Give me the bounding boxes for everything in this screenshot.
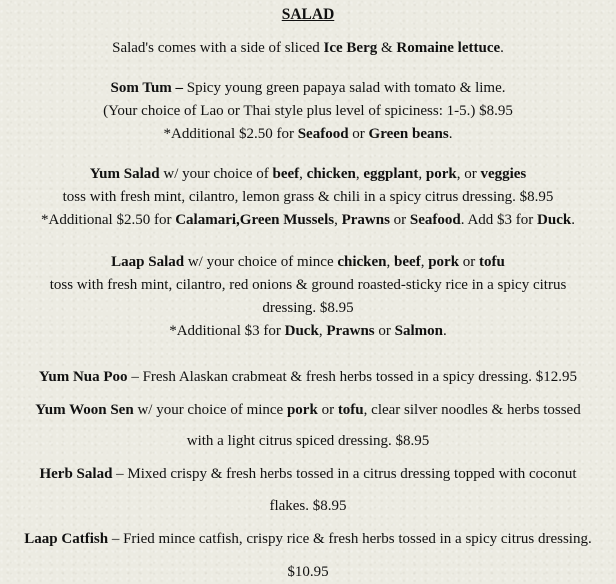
yum-nua-poo-line bbox=[0, 368, 616, 386]
intro-romaine: Romaine lettuce bbox=[396, 40, 501, 56]
yum-salad-sep: , bbox=[299, 166, 307, 182]
som-tum-name: Som Tum – bbox=[110, 80, 184, 96]
som-tum-add-green-beans: Green beans bbox=[368, 126, 449, 142]
yum-salad-line1 bbox=[0, 165, 616, 183]
herb-salad-name: Herb Salad bbox=[39, 466, 113, 482]
yum-salad-add-sep: or bbox=[389, 212, 410, 228]
herb-salad-desc: – Mixed crispy & fresh herbs tossed in a citrus dressing topped with coconut bbox=[112, 466, 577, 482]
laap-salad-add-duck: Duck bbox=[284, 323, 319, 339]
som-tum-desc: Spicy young green papaya salad with tomato & lime. bbox=[183, 80, 506, 96]
yum-salad-additional bbox=[0, 211, 616, 229]
yum-salad-opt-beef: beef bbox=[272, 166, 300, 182]
laap-salad-add-text: *Additional $3 for bbox=[169, 323, 285, 339]
laap-salad-sep: or bbox=[459, 254, 480, 270]
laap-salad-line2: toss with fresh mint, cilantro, red onions & ground roasted-sticky rice in a spicy citrus bbox=[49, 277, 567, 293]
yum-woon-sen-opt-tofu: tofu bbox=[337, 402, 364, 418]
som-tum-additional bbox=[0, 125, 616, 143]
intro-text: Salad's comes with a side of sliced bbox=[112, 40, 324, 56]
som-tum-line2: (Your choice of Lao or Thai style plus level of spiciness: 1-5.) $8.95 bbox=[103, 103, 513, 119]
som-tum-add-seafood: Seafood bbox=[297, 126, 349, 142]
laap-salad-line3: dressing. $8.95 bbox=[262, 300, 354, 316]
intro-line bbox=[0, 39, 616, 57]
yum-salad-line2: toss with fresh mint, cilantro, lemon grass & chili in a spicy citrus dressing. $8.95 bbox=[62, 189, 554, 205]
laap-salad-additional bbox=[0, 322, 616, 340]
laap-salad-add-sep: or bbox=[374, 323, 395, 339]
laap-salad-sep: , bbox=[386, 254, 395, 270]
yum-salad-add-prawns: Prawns bbox=[341, 212, 390, 228]
yum-woon-sen-line2: with a light citrus spiced dressing. $8.95 bbox=[186, 433, 430, 449]
yum-salad-choice: w/ your choice of bbox=[159, 166, 273, 182]
yum-salad-add-seafood: Seafood bbox=[409, 212, 461, 228]
laap-salad-opt-tofu: tofu bbox=[479, 254, 505, 270]
yum-salad-add-calamari: Calamari,Green Mussels bbox=[175, 212, 335, 228]
yum-woon-sen-choice: w/ your choice of mince bbox=[133, 402, 287, 418]
laap-salad-add-sep: , bbox=[318, 323, 327, 339]
som-tum-add-text: *Additional $2.50 for bbox=[163, 126, 298, 142]
laap-salad-opt-pork: pork bbox=[428, 254, 460, 270]
yum-salad-sep: , bbox=[355, 166, 364, 182]
yum-nua-poo-desc: – Fresh Alaskan crabmeat & fresh herbs tossed in a spicy dressing. $12.95 bbox=[127, 369, 578, 385]
som-tum-line1 bbox=[0, 79, 616, 97]
herb-salad-line2: flakes. $8.95 bbox=[269, 498, 347, 514]
yum-salad-name: Yum Salad bbox=[89, 166, 160, 182]
yum-woon-sen-line1 bbox=[0, 401, 616, 419]
yum-salad-add-end: . bbox=[571, 212, 575, 228]
laap-salad-line1 bbox=[0, 253, 616, 271]
yum-salad-sep: , or bbox=[456, 166, 481, 182]
section-title: SALAD bbox=[281, 6, 335, 23]
intro-end: . bbox=[500, 40, 504, 56]
laap-salad-add-end: . bbox=[443, 323, 447, 339]
intro-sep: & bbox=[377, 40, 397, 56]
laap-catfish-name: Laap Catfish bbox=[24, 531, 109, 547]
yum-salad-opt-chicken: chicken bbox=[306, 166, 356, 182]
yum-woon-sen-opt-pork: pork bbox=[286, 402, 318, 418]
laap-catfish-line1 bbox=[0, 530, 616, 548]
laap-salad-name: Laap Salad bbox=[111, 254, 185, 270]
yum-salad-opt-pork: pork bbox=[425, 166, 457, 182]
yum-salad-sep: , bbox=[418, 166, 426, 182]
som-tum-add-or: or bbox=[348, 126, 369, 142]
laap-catfish-desc: – Fried mince catfish, crispy rice & fresh herbs tossed in a spicy citrus dressing. bbox=[108, 531, 592, 547]
yum-woon-sen-desc: , clear silver noodles & herbs tossed bbox=[363, 402, 581, 418]
laap-salad-add-prawns: Prawns bbox=[326, 323, 375, 339]
yum-salad-opt-veggies: veggies bbox=[480, 166, 527, 182]
yum-salad-opt-eggplant: eggplant bbox=[363, 166, 419, 182]
yum-salad-add-text: *Additional $2.50 for bbox=[41, 212, 176, 228]
intro-iceberg: Ice Berg bbox=[323, 40, 378, 56]
herb-salad-line1 bbox=[0, 465, 616, 483]
laap-salad-opt-beef: beef bbox=[394, 254, 421, 270]
yum-woon-sen-name: Yum Woon Sen bbox=[35, 402, 134, 418]
laap-salad-choice: w/ your choice of mince bbox=[184, 254, 338, 270]
yum-nua-poo-name: Yum Nua Poo bbox=[38, 369, 128, 385]
yum-salad-add-duck: Duck bbox=[537, 212, 572, 228]
yum-woon-sen-sep: or bbox=[317, 402, 338, 418]
laap-salad-add-salmon: Salmon bbox=[394, 323, 444, 339]
som-tum-add-end: . bbox=[448, 126, 453, 142]
laap-salad-opt-chicken: chicken bbox=[337, 254, 387, 270]
laap-catfish-line2: $10.95 bbox=[287, 564, 329, 580]
laap-salad-sep: , bbox=[420, 254, 429, 270]
yum-salad-add-text2: . Add $3 for bbox=[460, 212, 538, 228]
yum-salad-add-sep: , bbox=[334, 212, 342, 228]
